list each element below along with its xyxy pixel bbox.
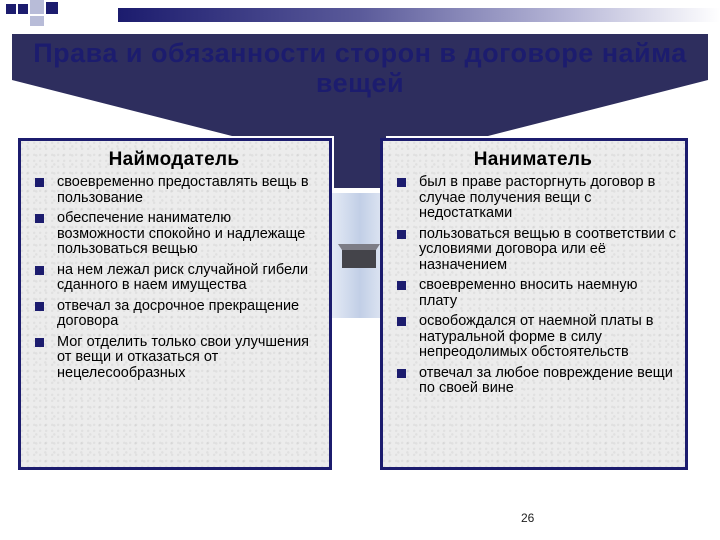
list-item [27,299,321,330]
square-bullet-icon [35,214,44,223]
list-item-text: освобождался от наемной платы в натуральной форме в силу непреодолимых обстоятельств [419,313,654,360]
landlord-heading: Наймодатель [108,149,240,170]
square-bullet-icon [397,369,406,378]
tenant-list [389,175,677,397]
square-bullet-icon [35,266,44,275]
list-item-text: отвечал за досрочное прекращение договора [57,297,300,329]
square-bullet-icon [35,178,44,187]
list-item-text: пользоваться вещью в соответствии с условиями договора или её назначением [419,225,677,273]
decor-gradient-bar [118,8,720,22]
list-item-text: Мог отделить только свои улучшения от вещи и отказаться от нецелесообразных [57,333,310,381]
list-item-text: был в праве расторгнуть договор в случае получения вещи с недостатками [419,174,656,221]
slide-title: Права и обязанности сторон в договоре найма вещей [33,38,687,98]
list-item-text: отвечал за любое повреждение вещи по своей вине [419,364,673,396]
list-item [27,175,321,206]
square-bullet-icon [397,281,406,290]
landlord-card [18,138,332,470]
square-bullet-icon [35,302,44,311]
list-item [389,227,677,274]
list-item [27,211,321,258]
decor-square [18,4,28,14]
list-item-text: обеспечение нанимателю возможности спокойно и надлежаще пользоваться вещью [57,210,306,257]
list-item [27,263,321,294]
tenant-heading: Наниматель [473,149,593,170]
square-bullet-icon [397,317,406,326]
top-decoration-band [0,0,720,26]
list-item [389,278,677,309]
list-item-text: своевременно вносить наемную плату [419,277,638,309]
decor-square [30,16,44,26]
list-item [389,175,677,222]
list-item [27,335,321,382]
decor-square [6,4,16,14]
list-item [389,366,677,397]
decor-square [46,2,58,14]
square-bullet-icon [397,178,406,187]
page-number: 26 [521,511,535,525]
tenant-card [380,138,688,470]
landlord-list [27,175,321,381]
list-item-text: на нем лежал риск случайной гибели сданного в наем имущества [57,261,309,293]
square-bullet-icon [397,230,406,239]
square-bullet-icon [35,338,44,347]
decor-square [30,0,44,14]
list-item-text: своевременно предоставлять вещь в пользование [57,174,309,206]
list-item [389,314,677,361]
